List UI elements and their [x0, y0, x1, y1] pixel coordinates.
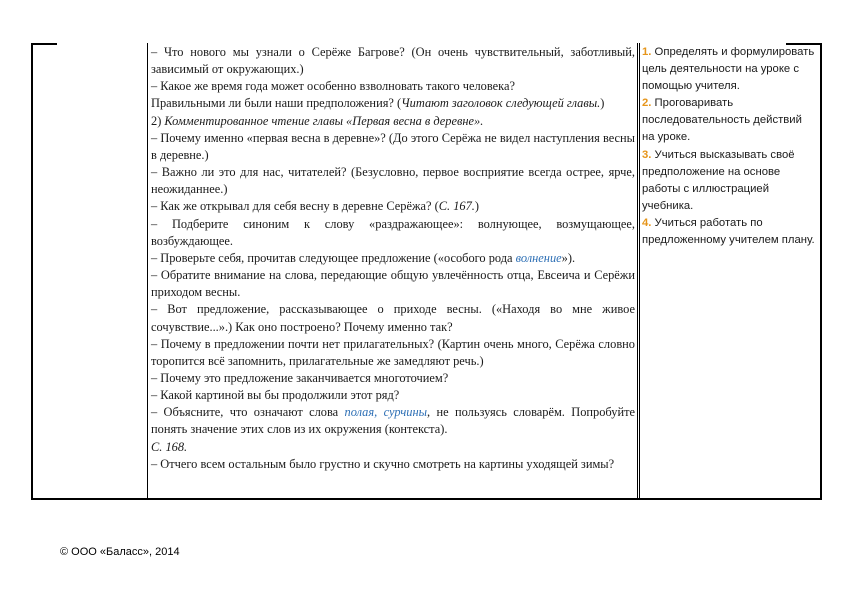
uud-item: 4. Учиться работать по предложенному учителем плану.	[642, 216, 815, 247]
question-line: – Как же открывал для себя весну в деревне Серёжа? (С. 167.)	[151, 199, 480, 214]
table-border-right	[820, 43, 822, 500]
table-border-bottom	[31, 498, 822, 500]
question-line: – Отчего всем остальным было грустно и скучно смотреть на картины уходящей зимы?	[151, 456, 615, 471]
uud-cell	[642, 44, 817, 249]
column-divider-2	[637, 43, 638, 500]
question-line: – Вот предложение, рассказывающее о приходе весны. («Находя во мне живое сочувствие...».) Как оно построено? Почему именно так?	[151, 302, 635, 334]
question-line: – Подберите синоним к слову «раздражающее»: волнующее, возмущающее, возбуждающее.	[151, 216, 635, 248]
question-line: – Что нового мы узнали о Серёже Багрове? (Он очень чувствительный, заботливый, зависимый от окружающих.)	[151, 45, 635, 77]
question-line: – Проверьте себя, прочитав следующее предложение («особого рода волнение»).	[151, 250, 576, 265]
uud-number: 3.	[642, 148, 652, 161]
question-line: – Какое же время года может особенно взволновать такого человека?	[151, 79, 515, 94]
question-line: – Почему это предложение заканчивается многоточием?	[151, 370, 449, 385]
question-line: – Какой картиной вы бы продолжили этот ряд?	[151, 388, 400, 403]
uud-number: 1.	[642, 46, 652, 58]
copyright-footer: © ООО «Баласс», 2014	[60, 546, 180, 558]
uud-number: 4.	[642, 216, 652, 229]
uud-item: 2. Проговаривать последовательность действий на уроке.	[642, 97, 802, 144]
question-line: – Важно ли это для нас, читателей? (Безусловно, первое восприятие всегда острее, ярче, неожиданнее.)	[151, 165, 635, 197]
question-line: – Объясните, что означают слова полая, сурчины, не пользуясь словарём. Попробуйте понять значение этих слов из их окружения (контекста).	[151, 405, 636, 437]
question-line: – Почему именно «первая весна в деревне»? (До этого Серёжа не видел наступления весны в деревне.)	[151, 130, 635, 162]
uud-number: 2.	[642, 97, 652, 110]
question-line: – Почему в предложении почти нет прилагательных? (Картин очень много, Серёжа словно торопится всё запомнить, прилагательные же замедляют речь.)	[151, 336, 635, 368]
question-line: Правильными ли были наши предположения? (Читают заголовок следующей главы.)	[151, 96, 605, 111]
uud-item: 1. Определять и формулировать цель деятельности на уроке с помощью учителя.	[642, 46, 815, 93]
question-line: – Обратите внимание на слова, передающие общую увлечённость отца, Евсеича и Серёжи приходом весны.	[151, 268, 635, 300]
table-border-top-left	[31, 43, 57, 45]
uud-item: 3. Учиться высказывать своё предположение на основе работы с иллюстрацией учебника.	[642, 148, 795, 212]
lesson-table	[31, 43, 822, 500]
page-reference: С. 168.	[151, 439, 188, 454]
column-divider-2b	[639, 43, 640, 500]
lesson-activities-cell	[151, 44, 635, 473]
section-heading: 2) Комментированное чтение главы «Первая весна в деревне».	[151, 113, 484, 128]
table-border-left	[31, 43, 33, 500]
column-divider-1	[147, 43, 148, 500]
